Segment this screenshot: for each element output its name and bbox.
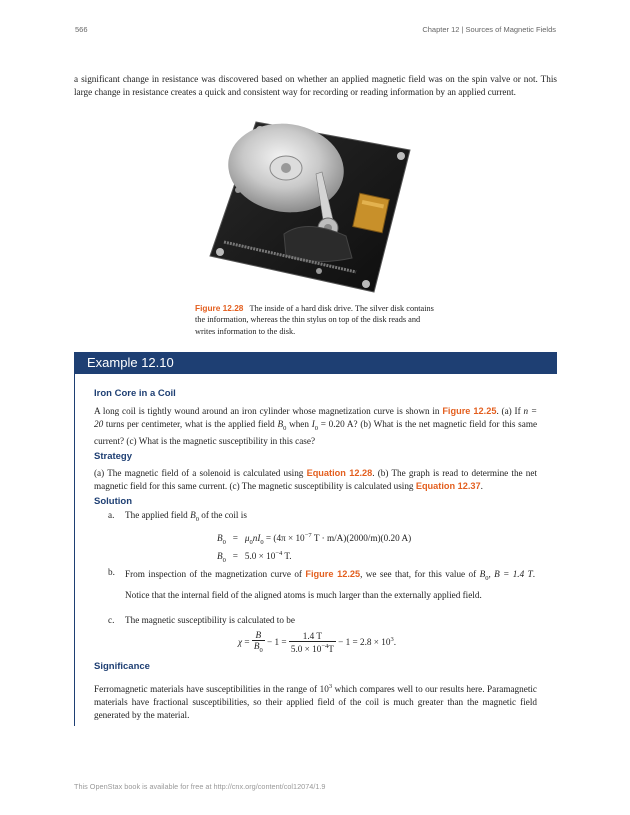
step-c-text: The magnetic susceptibility is calculated to be xyxy=(125,615,295,625)
equation-3: χ = $\frac{B}{B_0}$ − 1 = $\frac{1.4 T}{5.0 \times 10^{-4}T}$ − $1 = 2.8 \times 10^3$. xyxy=(238,630,396,655)
solution-heading: Solution xyxy=(94,496,132,507)
equation-ref-12-28[interactable]: Equation 12.28 xyxy=(306,468,373,478)
figure-caption xyxy=(195,303,435,337)
step-a-marker: a. xyxy=(108,510,115,520)
figure-ref-12-25[interactable]: Figure 12.25 xyxy=(442,406,497,416)
example-left-border xyxy=(74,374,75,726)
strategy-heading: Strategy xyxy=(94,451,133,462)
figure-caption-text: The inside of a hard disk drive. The silver disk contains the information, whereas the thin stylus on top of the disk reads and writes information to the disk. xyxy=(195,304,434,336)
intro-paragraph: a significant change in resistance was discovered based on whether an applied magnetic field was on the spin valve or not. This large change in resistance creates a quick and consistent way for recording or reading information by an applied current. xyxy=(74,74,557,98)
equation-ref-12-37[interactable]: Equation 12.37 xyxy=(415,481,481,492)
equation-2: $B_0$ = $5.0 \times 10^{-4}$ T. xyxy=(217,550,292,564)
example-title-bar xyxy=(74,352,557,374)
figure-ref-12-25-b[interactable]: Figure 12.25 xyxy=(305,569,361,579)
hard-disk-drive-icon xyxy=(206,116,416,294)
page-number: 566 xyxy=(75,25,88,34)
chapter-title: Chapter 12 | Sources of Magnetic Fields xyxy=(422,25,556,34)
strategy-text: (a) The magnetic field of a solenoid is calculated using Equation 12.28. (b) The graph is read to determine the net magnetic field for this same current. (c) The magnetic susceptibility is calculated using Equation 12.37. xyxy=(94,468,538,492)
step-c-marker: c. xyxy=(108,615,115,625)
step-b-marker: b. xyxy=(108,567,115,577)
figure-label: Figure 12.28 xyxy=(195,303,244,313)
example-heading: Iron Core in a Coil xyxy=(94,388,176,399)
footer: This OpenStax book is available for free at http://cnx.org/content/col12074/1.9 xyxy=(74,782,326,791)
significance-text: Ferromagnetic materials have susceptibilities in the range of $10^3$ which compares well to our results here. Paramagnetic materials have fractional susceptibilities, so their applied field of the coil is much greater than the magnetic field generated by the material. xyxy=(94,683,538,721)
problem-statement: A long coil is tightly wound around an iron cylinder whose magnetization curve is shown in Figure 12.25. (a) If n = 20 turns per centimeter, what is the applied field $B_0$ when $I_0 = 0.20$ A? (b) What is the net magnetic field for this same current? (c) What is the magnetic susceptibility in this case? xyxy=(94,406,538,447)
example-title: Example 12.10 xyxy=(87,355,174,370)
step-a-text: The applied field $B_0$ of the coil is xyxy=(125,510,247,523)
step-b-text: From inspection of the magnetization curve of Figure 12.25, we see that, for this value of $B_0$, B = 1.4 T. Notice that the internal field of the aligned atoms is much larger than the externally applied field. xyxy=(125,569,535,600)
significance-heading: Significance xyxy=(94,661,150,672)
equation-1: $B_0$ = $\mu_0nI_0 = (4\pi \times 10^{-7}$ T · m/A)(2000/m)(0.20 A) xyxy=(217,532,412,546)
figure-image xyxy=(206,116,416,294)
